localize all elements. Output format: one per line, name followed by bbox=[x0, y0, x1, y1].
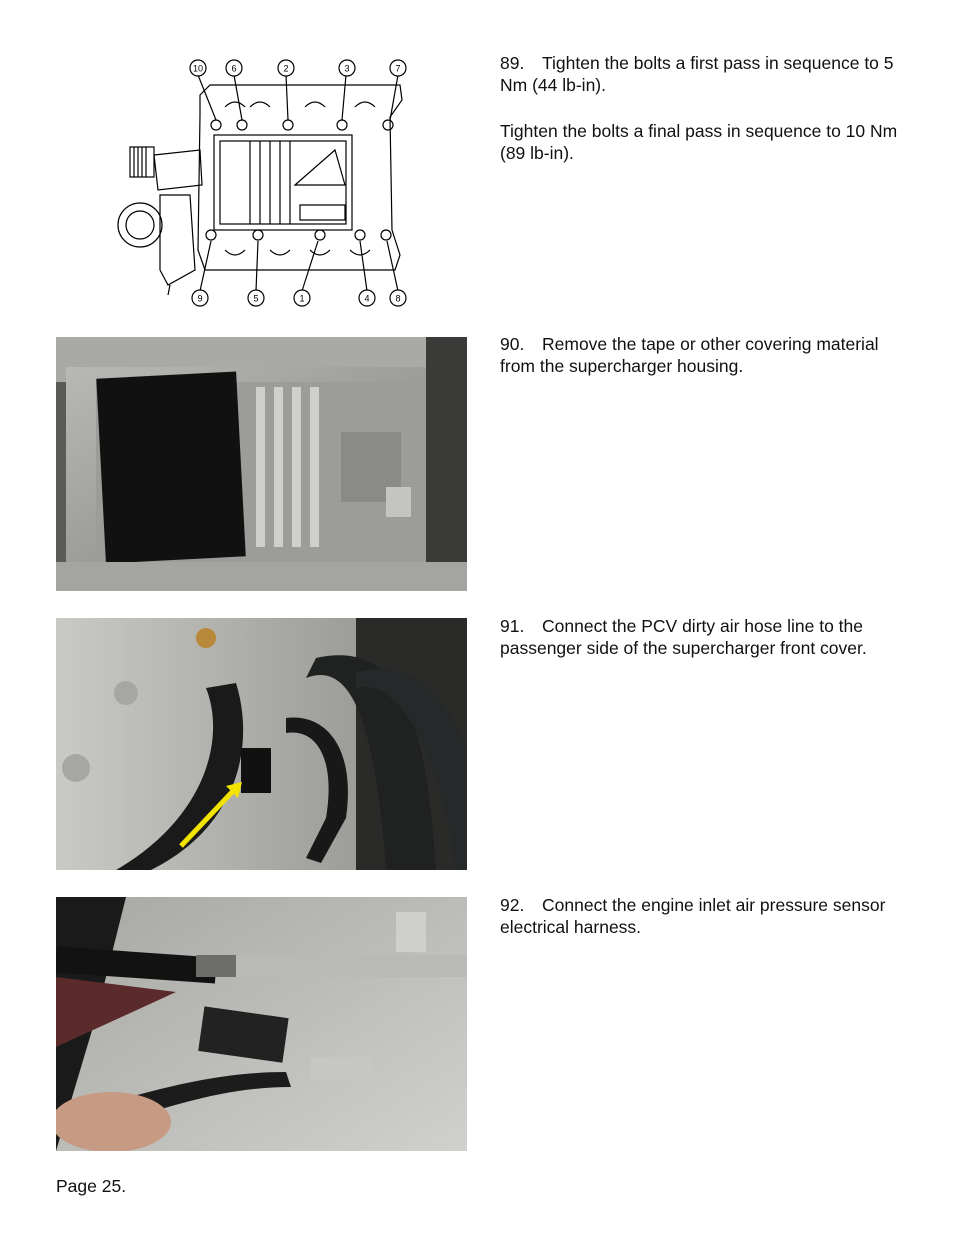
page-number: Page 25. bbox=[56, 1176, 127, 1196]
step-number: 89. bbox=[500, 53, 525, 73]
callout-label: 9 bbox=[197, 293, 203, 304]
step-89-paragraph-2: Tighten the bolts a final pass in sequence to 10 Nm (89 lb-in). bbox=[500, 121, 898, 163]
step-text: Connect the engine inlet air pressure sensor electrical harness. bbox=[500, 895, 886, 937]
step-text: Connect the PCV dirty air hose line to the passenger side of the supercharger front cover. bbox=[500, 616, 867, 658]
step-92 bbox=[500, 894, 900, 962]
supercharger-housing-photo bbox=[56, 337, 467, 591]
step-92-paragraph bbox=[500, 894, 900, 938]
callout-label: 2 bbox=[283, 63, 289, 74]
pressure-sensor-photo bbox=[56, 897, 467, 1151]
step-number: 90. bbox=[500, 334, 525, 354]
step-text: Tighten the bolts a first pass in sequence to 5 Nm (44 lb-in). bbox=[500, 53, 894, 95]
callout-label: 10 bbox=[192, 63, 204, 74]
pcv-hose-photo bbox=[56, 618, 467, 870]
step-89 bbox=[500, 52, 900, 188]
callout-label: 4 bbox=[364, 293, 370, 304]
step-89-paragraph-1 bbox=[500, 52, 900, 96]
callout-label: 6 bbox=[231, 63, 237, 74]
step-number: 91. bbox=[500, 616, 525, 636]
bolt-sequence-diagram bbox=[110, 55, 415, 315]
callout-label: 1 bbox=[299, 293, 305, 304]
top-callouts bbox=[190, 60, 406, 76]
callout-label: 8 bbox=[395, 293, 401, 304]
callout-label: 5 bbox=[253, 293, 259, 304]
step-90-paragraph bbox=[500, 333, 900, 377]
step-91-paragraph bbox=[500, 615, 900, 659]
step-91 bbox=[500, 615, 900, 683]
callout-label: 3 bbox=[344, 63, 350, 74]
step-text: Remove the tape or other covering material from the supercharger housing. bbox=[500, 334, 879, 376]
bolt-sequence-svg bbox=[110, 55, 415, 315]
step-90 bbox=[500, 333, 900, 401]
callout-label: 7 bbox=[395, 63, 401, 74]
step-number: 92. bbox=[500, 895, 525, 915]
bottom-callouts bbox=[192, 290, 406, 306]
